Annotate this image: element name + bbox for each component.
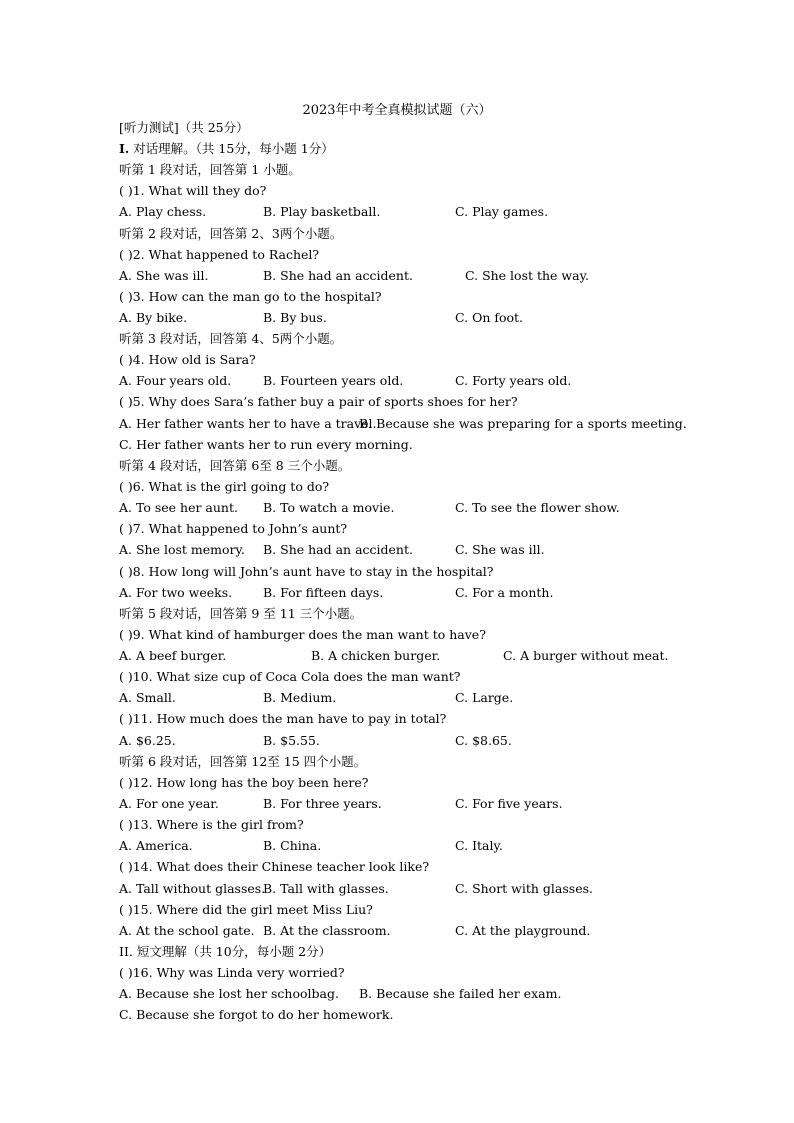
option-a: A. She lost memory. <box>119 542 245 557</box>
option-c: C. A burger without meat. <box>503 648 669 663</box>
option-c: C. Italy. <box>455 838 503 853</box>
option-c: C. Short with glasses. <box>455 881 593 896</box>
question-14: ( )14. What does their Chinese teacher look like? <box>119 859 430 874</box>
question-9: ( )9. What kind of hamburger does the man want to have? <box>119 627 486 642</box>
question-4: ( )4. How old is Sara? <box>119 352 256 367</box>
option-a: A. Play chess. <box>119 204 207 219</box>
part2-heading: II. 短文理解（共 10分，每小题 2分） <box>119 944 332 959</box>
option-b: B. Because she was preparing for a sports meeting. <box>359 416 687 431</box>
part1-heading-text: 对话理解。（共 15分，每小题 1分） <box>129 141 334 156</box>
question-5: ( )5. Why does Sara’s father buy a pair of sports shoes for her? <box>119 394 518 409</box>
question-2: ( )2. What happened to Rachel? <box>119 247 320 262</box>
question-6: ( )6. What is the girl going to do? <box>119 479 330 494</box>
option-c: C. Her father wants her to run every morning. <box>119 437 413 452</box>
option-c: C. For five years. <box>455 796 563 811</box>
option-c: C. At the playground. <box>455 923 591 938</box>
option-c: C. Forty years old. <box>455 373 572 388</box>
option-b: B. Fourteen years old. <box>263 373 404 388</box>
option-b: B. By bus. <box>263 310 327 325</box>
group-instruction-6: 听第 6 段对话，回答第 12至 15 四个小题。 <box>119 754 367 769</box>
part1-heading-num: I. <box>119 141 130 156</box>
group-instruction-5: 听第 5 段对话，回答第 9 至 11 三个小题。 <box>119 606 363 621</box>
option-a: A. For one year. <box>119 796 219 811</box>
option-a: A. Small. <box>119 690 176 705</box>
exam-title: 2023年中考全真模拟试题（六） <box>302 103 492 118</box>
question-15: ( )15. Where did the girl meet Miss Liu? <box>119 902 373 917</box>
option-a: A. She was ill. <box>119 268 209 283</box>
question-3: ( )3. How can the man go to the hospital? <box>119 289 382 304</box>
option-a: A. $6.25. <box>119 733 176 748</box>
option-c: C. Because she forgot to do her homework. <box>119 1007 394 1022</box>
option-c: C. She lost the way. <box>465 268 589 283</box>
option-a: A. Her father wants her to have a travel. <box>119 416 377 431</box>
option-c: C. Large. <box>455 690 514 705</box>
question-1: ( )1. What will they do? <box>119 183 267 198</box>
option-c: C. $8.65. <box>455 733 512 748</box>
question-7: ( )7. What happened to John’s aunt? <box>119 521 348 536</box>
option-b: B. She had an accident. <box>263 542 413 557</box>
option-b: B. For fifteen days. <box>263 585 384 600</box>
option-c: C. She was ill. <box>455 542 545 557</box>
section-title: [听力测试]（共 25分） <box>119 120 249 135</box>
question-16: ( )16. Why was Linda very worried? <box>119 965 345 980</box>
group-instruction-4: 听第 4 段对话，回答第 6至 8 三个小题。 <box>119 458 351 473</box>
option-b: B. Medium. <box>263 690 337 705</box>
option-b: B. For three years. <box>263 796 382 811</box>
option-a: A. Because she lost her schoolbag. <box>119 986 339 1001</box>
option-b: B. She had an accident. <box>263 268 413 283</box>
question-13: ( )13. Where is the girl from? <box>119 817 304 832</box>
option-a: A. To see her aunt. <box>119 500 238 515</box>
question-10: ( )10. What size cup of Coca Cola does the man want? <box>119 669 461 684</box>
option-a: A. At the school gate. <box>119 923 255 938</box>
option-a: A. Tall without glasses. <box>119 881 266 896</box>
option-a: A. Four years old. <box>119 373 232 388</box>
question-11: ( )11. How much does the man have to pay in total? <box>119 711 447 726</box>
group-instruction-2: 听第 2 段对话，回答第 2、3两个小题。 <box>119 226 343 241</box>
option-a: A. America. <box>119 838 193 853</box>
option-c: C. To see the flower show. <box>455 500 620 515</box>
part1-heading <box>119 139 334 159</box>
option-a: A. By bike. <box>119 310 188 325</box>
option-b: B. Play basketball. <box>263 204 381 219</box>
question-12: ( )12. How long has the boy been here? <box>119 775 369 790</box>
option-b: B. Tall with glasses. <box>263 881 389 896</box>
option-b: B. A chicken burger. <box>311 648 441 663</box>
option-b: B. Because she failed her exam. <box>359 986 562 1001</box>
option-b: B. $5.55. <box>263 733 320 748</box>
group-instruction-1: 听第 1 段对话，回答第 1 小题。 <box>119 162 301 177</box>
question-8: ( )8. How long will John’s aunt have to stay in the hospital? <box>119 564 494 579</box>
option-c: C. For a month. <box>455 585 554 600</box>
option-a: A. A beef burger. <box>119 648 227 663</box>
group-instruction-3: 听第 3 段对话，回答第 4、5两个小题。 <box>119 331 343 346</box>
option-b: B. At the classroom. <box>263 923 391 938</box>
option-a: A. For two weeks. <box>119 585 233 600</box>
option-b: B. To watch a movie. <box>263 500 395 515</box>
option-c: C. Play games. <box>455 204 549 219</box>
option-c: C. On foot. <box>455 310 524 325</box>
option-b: B. China. <box>263 838 322 853</box>
